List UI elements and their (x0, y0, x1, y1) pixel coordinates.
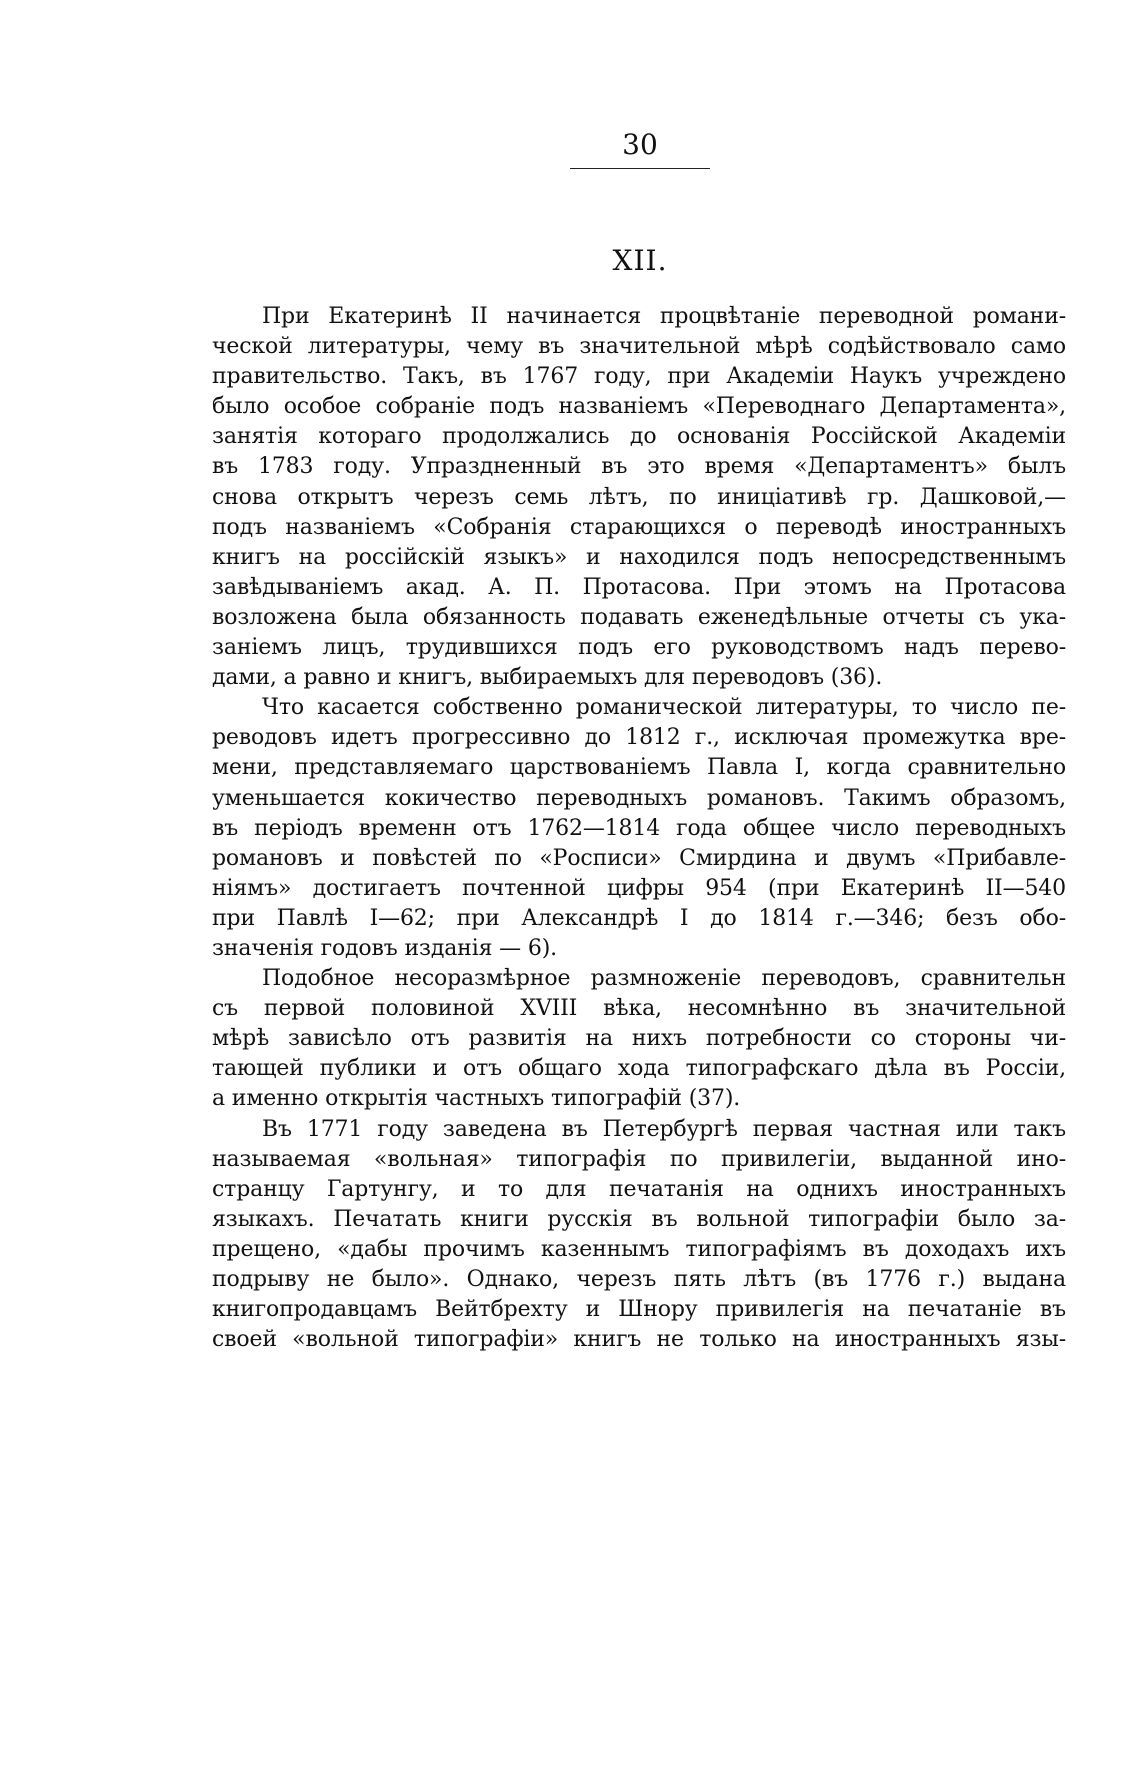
text-line: реводовъ идетъ прогрессивно до 1812 г., исключая промежутка вре- (212, 725, 1066, 751)
text-line: завѣдываніемъ акад. А. П. Протасова. При этомъ на Протасова (212, 574, 1066, 600)
text-line: возложена была обязанность подавать еженедѣльные отчеты съ ука- (212, 604, 1066, 630)
text-line: Подобное несоразмѣрное размноженіе переводовъ, сравнительн (262, 966, 1066, 992)
paragraph-4 (212, 1115, 1066, 1356)
page-number: 30 (622, 128, 658, 161)
text-line: заніемъ лицъ, трудившихся подъ его руководствомъ надъ перево- (212, 635, 1066, 661)
paragraph-1 (212, 302, 1066, 693)
text-line: мени, представляемаго царствованіемъ Павла I, когда сравнительно (212, 755, 1066, 781)
text-line: значенія годовъ изданія — 6). (212, 935, 557, 961)
text-line: уменьшается кокичество переводныхъ романовъ. Такимъ образомъ, (212, 785, 1066, 811)
text-line: тающей публики и отъ общаго хода типографскаго дѣла въ Россіи, (212, 1056, 1066, 1082)
text-line: правительство. Такъ, въ 1767 году, при Академіи Наукъ учреждено (212, 364, 1066, 390)
text-line: подрыву не было». Однако, черезъ пять лѣтъ (въ 1776 г.) выдана (212, 1267, 1066, 1292)
text-line: въ періодъ временн отъ 1762—1814 года общее число переводныхъ (212, 815, 1066, 841)
text-line: романовъ и повѣстей по «Росписи» Смирдина и двумъ «Прибавле- (212, 845, 1066, 871)
text-line: а именно открытія частныхъ типографій (37). (212, 1086, 741, 1112)
chapter-heading: XII. (612, 244, 668, 277)
text-line: подъ названіемъ «Собранія старающихся о переводѣ иностранныхъ (212, 514, 1066, 540)
body-text (212, 302, 1066, 1355)
text-line: занятія котораго продолжались до основанія Россійской Академіи (212, 424, 1066, 450)
text-line: снова открытъ черезъ семь лѣтъ, по иниціативѣ гр. Дашковой,— (212, 484, 1066, 510)
paragraph-3 (212, 964, 1066, 1114)
text-line: Что касается собственно романической литературы, то число пе- (262, 695, 1066, 721)
text-line: ческой литературы, чему въ значительной мѣрѣ содѣйствовало само (212, 334, 1066, 360)
text-line: при Павлѣ I—62; при Александрѣ I до 1814 г.—346; безъ обо- (212, 905, 1066, 931)
text-line: языкахъ. Печатать книги русскія въ вольной типографіи было за- (212, 1206, 1066, 1232)
paragraph-2 (212, 693, 1066, 964)
header-rule (570, 168, 710, 169)
text-line: Въ 1771 году заведена въ Петербургѣ первая частная или такъ (262, 1116, 1066, 1142)
text-line: странцу Гартунгу, и то для печатанія на однихъ иностранныхъ (212, 1176, 1066, 1202)
text-line: съ первой половиной XVIII вѣка, несомнѣнно въ значительной (212, 996, 1066, 1022)
text-line: При Екатеринѣ II начинается процвѣтаніе переводной романи- (262, 304, 1066, 329)
text-line: мѣрѣ зависѣло отъ развитія на нихъ потребности со стороны чи- (212, 1026, 1066, 1052)
text-line: въ 1783 году. Упраздненный въ это время «Департаментъ» былъ (212, 454, 1066, 480)
text-line: книгопродавцамъ Вейтбрехту и Шнору привилегія на печатаніе въ (212, 1297, 1066, 1323)
text-line: дами, а равно и книгъ, выбираемыхъ для переводовъ (36). (212, 665, 883, 691)
text-line: ніямъ» достигаетъ почтенной цифры 954 (при Екатеринѣ II—540 (212, 875, 1066, 901)
text-line: было особое собраніе подъ названіемъ «Переводнаго Департамента», (212, 394, 1066, 420)
text-line: называемая «вольная» типографія по привилегіи, выданной ино- (212, 1146, 1066, 1172)
text-line: прещено, «дабы прочимъ казеннымъ типографіямъ въ доходахъ ихъ (212, 1236, 1066, 1262)
text-line: книгъ на россійскій языкъ» и находился подъ непосредственнымъ (212, 544, 1066, 570)
text-line: своей «вольной типографіи» книгъ не только на иностранныхъ язы- (212, 1327, 1066, 1353)
